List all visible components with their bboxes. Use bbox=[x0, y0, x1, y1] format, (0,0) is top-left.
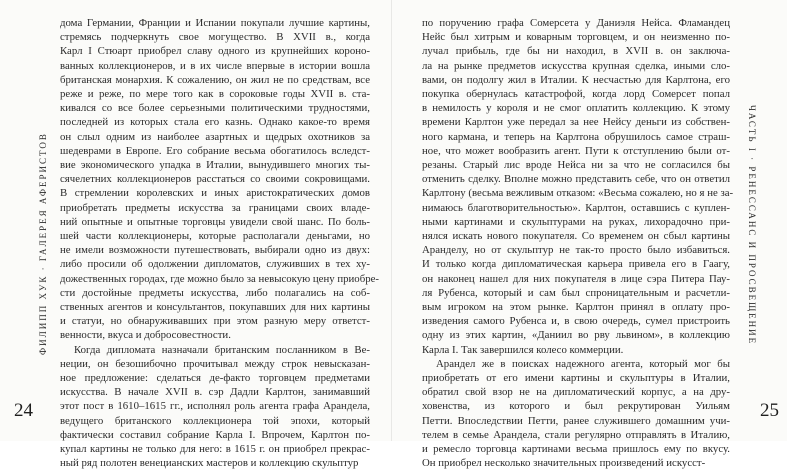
text-line: покупка обернулась катастрофой, когда лорд Сомерсет попал bbox=[422, 88, 730, 101]
text-line: вами, он подолгу жил в Италии. К несчастью для Карлтона, его bbox=[422, 73, 730, 86]
text-line: искусства. В начале XVII в. сэр Дадли Карлтон, занимавший bbox=[60, 386, 370, 399]
text-line: ля Рубенса, который и сам был спроницательным и расчетли- bbox=[422, 286, 730, 299]
text-line: ное, что может вообразить агент. Пути к отступлению были от- bbox=[422, 144, 730, 157]
text-line: изведения самого Рубенса и, в свою очередь, сумел пристроить bbox=[422, 315, 730, 328]
text-line: отменить сделку. Вполне можно представить себе, что он ответил bbox=[422, 173, 730, 186]
text-line: Аранделу, но от скульптур не так-то просто было избавиться. bbox=[422, 244, 730, 257]
text-line: шей части коллекционеры, которые располагали деньгами, но bbox=[60, 230, 370, 243]
text-line: телем в семье Арандела, стали регулярно отправлять в Италию, bbox=[422, 428, 730, 441]
text-line: сячелетних коллекционеров расстаться со своими сокровищами. bbox=[60, 173, 370, 186]
left-page-body-text bbox=[60, 16, 379, 471]
text-line: времени Карлтон уже передал за нее Нейсу деньги из собствен- bbox=[422, 116, 730, 129]
text-line: кивался со все более серьезными политическими трудностями, bbox=[60, 102, 370, 115]
text-line: В стремлении королевских и иных аристократических домов bbox=[60, 187, 370, 200]
text-line: ний опытные и опытные торговцы увидели свой шанс. По боль- bbox=[60, 215, 370, 228]
text-line: фактически составил собрание Карла I. Впрочем, Карлтон по- bbox=[60, 428, 370, 441]
text-line: ными картинами и скульптурами на руках, лихорадочно при- bbox=[422, 215, 730, 228]
left-page bbox=[0, 0, 392, 470]
text-line: он слыл одним из наиболее азартных и щедрых охотников за bbox=[60, 130, 370, 143]
left-page-number: 24 bbox=[14, 400, 33, 421]
text-line: Карла I. Так завершился колесо коммерции. bbox=[422, 343, 624, 356]
text-line: нимаюсь благотворительностью». Карлтон, оставшись с куплен- bbox=[422, 201, 730, 214]
text-line: венности, вкуса и добросовестности. bbox=[60, 329, 231, 342]
text-line: ла на рынке предметов искусства крупная сделка, иными сло- bbox=[422, 59, 730, 72]
right-page-body-text bbox=[422, 16, 734, 471]
text-line: Карл I Стюарт приобрел славу одного из крупнейших короно- bbox=[60, 45, 370, 58]
text-line: одну из этих картин, «Даниил во рву львином», в коллекцию bbox=[422, 329, 730, 342]
right-page bbox=[392, 0, 787, 470]
text-line: шедеврами в Европе. Его собрание весьма обогатилось вследст- bbox=[60, 144, 370, 157]
text-line: стремясь подчеркнуть свое могущество. В XVII в., когда bbox=[60, 31, 370, 44]
text-line: реже и реже, по мере того как в сороковые годы XVII в. ста- bbox=[60, 88, 370, 101]
right-running-head: ЧАСТЬ I · РЕНЕССАНС И ПРОСВЕЩЕНИЕ bbox=[747, 105, 757, 346]
text-line: и статуи, но обнаруживавших при этом разную меру ответст- bbox=[60, 315, 370, 328]
text-line: ванных коллекционеров, и в их числе впервые в истории вошла bbox=[60, 59, 370, 72]
text-line: Арандел же в поисках надежного агента, который мог бы bbox=[436, 357, 730, 370]
text-line: либо просили об одолжении дипломатов, служивших в тех ху- bbox=[60, 258, 370, 271]
text-line: лучал прибыль, где бы ни находил, в XVII в. он заключа- bbox=[422, 45, 730, 58]
text-line: по поручению графа Сомерсета у Даниэля Нейса. Фламандец bbox=[422, 17, 730, 29]
text-line: Он приобрел несколько значительных произведений искусст- bbox=[422, 457, 706, 470]
text-line: вие экономического упадка в Италии, вынудившего многих ты- bbox=[60, 159, 370, 172]
text-line: купал картины не только для него: в 1615 г. он приобрел прекрас- bbox=[60, 443, 370, 456]
text-line: не имели возможности путешествовать, выбирали одно из двух: bbox=[60, 244, 370, 257]
text-line: этот пост в 1610–1615 гг., исполнял роль агента графа Арандела, bbox=[60, 400, 370, 413]
right-page-number: 25 bbox=[760, 400, 779, 421]
text-line: ственных агентов и консультантов, покупавших для них картины bbox=[60, 301, 370, 314]
text-line: ховенства, из которого и был рекрутирован Уильям bbox=[422, 400, 730, 413]
text-line: ведущего британского коллекционера той эпохи, который bbox=[60, 414, 370, 427]
text-line: обратил свой взор не на дипломатический корпус, а на дру- bbox=[422, 386, 730, 399]
text-line: Петти. Впоследствии Петти, ранее служившего домашним учи- bbox=[422, 414, 730, 427]
text-line: дожественных городах, где можно было за невысокую цену приобре- bbox=[60, 272, 379, 285]
text-line: приобретать от его имени картины и скульптуры в Италии, bbox=[422, 372, 730, 385]
text-line: и ремесло торговца картинами весьма пришлось ему по вкусу. bbox=[422, 443, 730, 456]
text-line: он наконец нашел для них покупателя в лице сэра Питера Пау- bbox=[422, 272, 730, 285]
text-line: Карлтону (весьма вежливым отказом: «Весьма сожалею, но я не за- bbox=[422, 187, 734, 200]
text-line: Нейс был хитрым и коварным торговцем, и он неизменно по- bbox=[422, 31, 730, 44]
text-line: ного кармана, и теперь на Карлтона обрушилось самое страш- bbox=[422, 130, 730, 143]
text-line: последней из которых стала его казнь. Однако какое-то время bbox=[60, 116, 370, 129]
text-line: сти достойные предметы искусства, либо полагались на соб- bbox=[60, 286, 370, 299]
text-line: нялся искать нового покупателя. Со временем он сбыл картины bbox=[422, 230, 730, 243]
text-line: британская монархия. К сожалению, он жил не по средствам, все bbox=[60, 73, 370, 86]
text-line: приобретать предметы искусства за границами своих владе- bbox=[60, 201, 370, 214]
text-line: резаны. Старый лис вроде Нейса ни за что не согласился бы bbox=[422, 159, 730, 172]
text-line: Когда дипломата назначали британским посланником в Ве- bbox=[74, 343, 370, 356]
text-line: И только когда дипломатическая карьера привела его в Гаагу, bbox=[422, 258, 730, 271]
text-line: в немилость у короля и не смог оплатить коллекцию. К этому bbox=[422, 102, 730, 115]
text-line: ное предложение: сделаться де-факто торговцем предметами bbox=[60, 372, 370, 385]
text-line: ный ряд полотен венецианских мастеров и коллекцию скульптур bbox=[60, 457, 359, 470]
text-line: неции, он безошибочно прочитывал между строк невысказан- bbox=[60, 357, 370, 370]
text-line: дома Германии, Франции и Испании покупали лучшие картины, bbox=[60, 17, 370, 29]
left-running-head: ФИЛИПП ХУК · ГАЛЕРЕЯ АФЕРИСТОВ bbox=[38, 132, 48, 355]
text-line: вым игроком на этом рынке. Карлтон принял в оплату про- bbox=[422, 301, 730, 314]
